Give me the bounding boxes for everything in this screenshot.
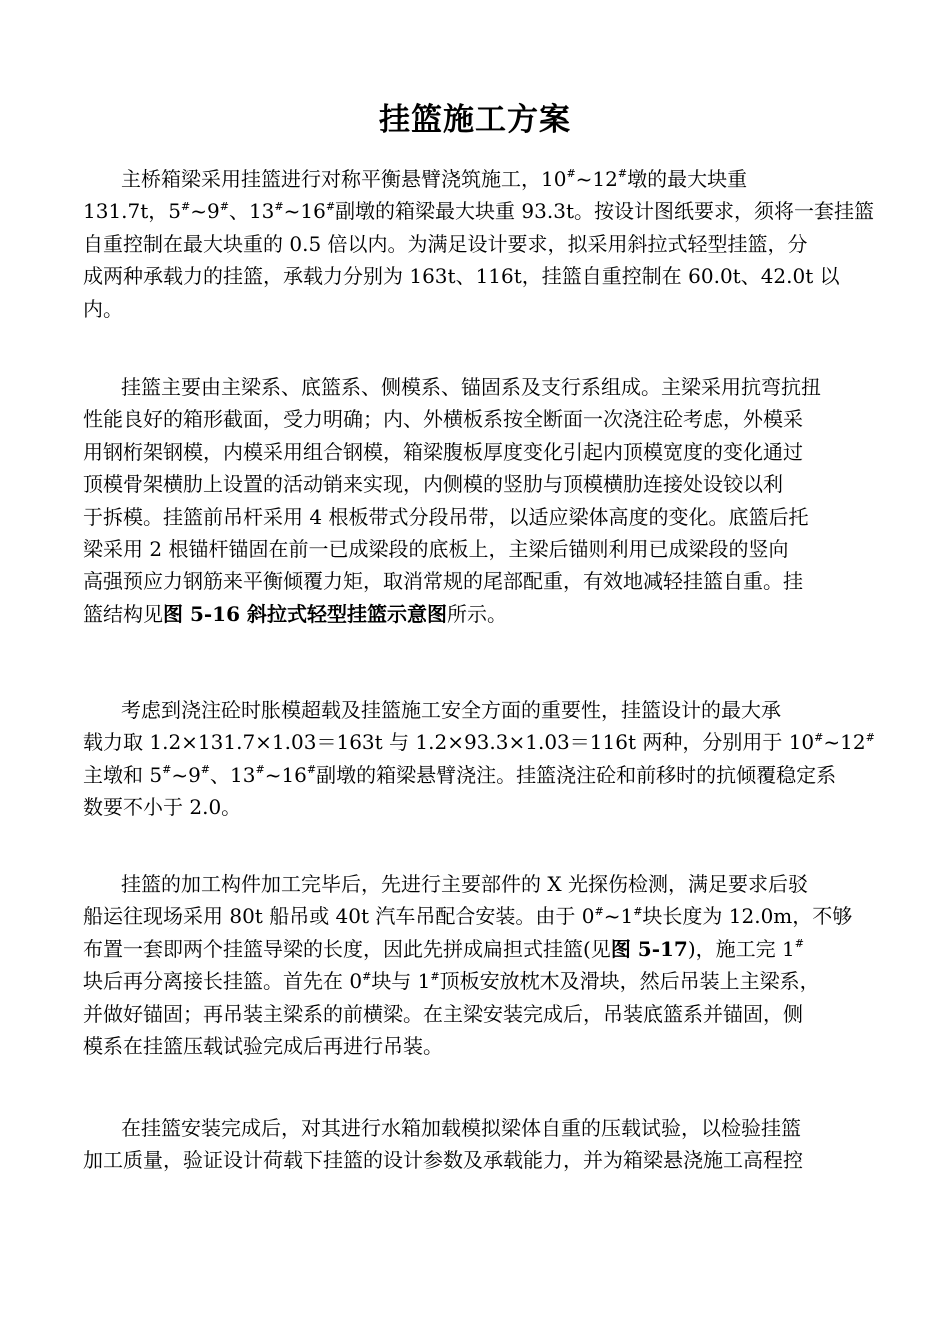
paragraph-line: [83, 933, 873, 965]
paragraph-2: [83, 371, 873, 630]
paragraph-line: 于拆模。挂篮前吊杆采用 4 根板带式分段吊带，以适应梁体高度的变化。底篮后托: [83, 504, 809, 529]
paragraph-line: 载力取 1.2×131.7×1.03＝163t 与 1.2×93.3×1.03＝116t 两种，分别用于 10#~12#: [83, 730, 875, 755]
paragraph-line: 主桥箱梁采用挂篮进行对称平衡悬臂浇筑施工，10#~12#墩的最大块重: [121, 167, 748, 191]
text-run: )，施工完 1#: [687, 936, 804, 961]
page-title: 挂篮施工方案: [379, 102, 571, 138]
paragraph-line: 船运往现场采用 80t 船吊或 40t 汽车吊配合安装。由于 0#~1#块长度为 12.0m，不够: [83, 904, 853, 929]
paragraph-line: 高强预应力钢筋来平衡倾覆力矩，取消常规的尾部配重，有效地减轻挂篮自重。挂: [83, 569, 803, 594]
paragraph-5: [83, 1112, 873, 1177]
paragraph-line: 用钢桁架钢模，内模采用组合钢模，箱梁腹板厚度变化引起内顶模宽度的变化通过: [83, 439, 803, 464]
paragraph-line: 成两种承载力的挂篮，承载力分别为 163t、116t，挂篮自重控制在 60.0t、42.0t 以: [83, 264, 840, 289]
paragraph-4: [83, 868, 873, 1062]
paragraph-line: 考虑到浇注砼时胀模超载及挂篮施工安全方面的重要性，挂篮设计的最大承: [121, 698, 781, 722]
paragraph-line: 131.7t，5#~9#、13#~16#副墩的箱梁最大块重 93.3t。按设计图纸要求，须将一套挂篮: [83, 199, 874, 224]
paragraph-line: 数要不小于 2.0。: [83, 795, 242, 820]
paragraph-line: 自重控制在最大块重的 0.5 倍以内。为满足设计要求，拟采用斜拉式轻型挂篮，分: [83, 231, 808, 256]
paragraph-line: 顶模骨架横肋上设置的活动销来实现，内侧模的竖肋与顶模横肋连接处设铰以利: [83, 472, 783, 497]
paragraph-line: 加工质量，验证设计荷载下挂篮的设计参数及承载能力，并为箱梁悬浇施工高程控: [83, 1148, 803, 1173]
paragraph-line: 内。: [83, 296, 123, 321]
paragraph-1: [83, 163, 873, 325]
paragraph-line: 块后再分离接长挂篮。首先在 0#块与 1#顶板安放枕木及滑块，然后吊装上主梁系，: [83, 969, 820, 994]
text-run: 篮结构见: [83, 601, 163, 626]
paragraph-line: 在挂篮安装完成后，对其进行水箱加载模拟梁体自重的压载试验，以检验挂篮: [121, 1116, 801, 1140]
figure-reference-5-17: 图 5-17: [610, 936, 688, 961]
text-run: 所示。: [446, 601, 507, 626]
paragraph-line: 挂篮的加工构件加工完毕后，先进行主要部件的 X 光探伤检测，满足要求后驳: [121, 872, 808, 896]
paragraph-line: 并做好锚固；再吊装主梁系的前横梁。在主梁安装完成后，吊装底篮系并锚固，侧: [83, 1001, 803, 1026]
paragraph-line: [83, 598, 873, 630]
paragraph-line: 梁采用 2 根锚杆锚固在前一已成梁段的底板上，主梁后锚则利用已成梁段的竖向: [83, 536, 789, 561]
paragraph-line: 挂篮主要由主梁系、底篮系、侧模系、锚固系及支行系组成。主梁采用抗弯抗扭: [121, 375, 821, 399]
paragraph-line: 性能良好的箱形截面，受力明确；内、外横板系按全断面一次浇注砼考虑，外模采: [83, 407, 803, 432]
paragraph-line: 主墩和 5#~9#、13#~16#副墩的箱梁悬臂浇注。挂篮浇注砼和前移时的抗倾覆稳定系: [83, 762, 837, 787]
text-run: 布置一套即两个挂篮导梁的长度，因此先拼成扁担式挂篮(见: [83, 936, 611, 961]
paragraph-line: 模系在挂篮压载试验完成后再进行吊装。: [83, 1033, 443, 1058]
figure-reference-5-16: 图 5-16 斜拉式轻型挂篮示意图: [163, 601, 447, 626]
paragraph-3: [83, 694, 873, 824]
